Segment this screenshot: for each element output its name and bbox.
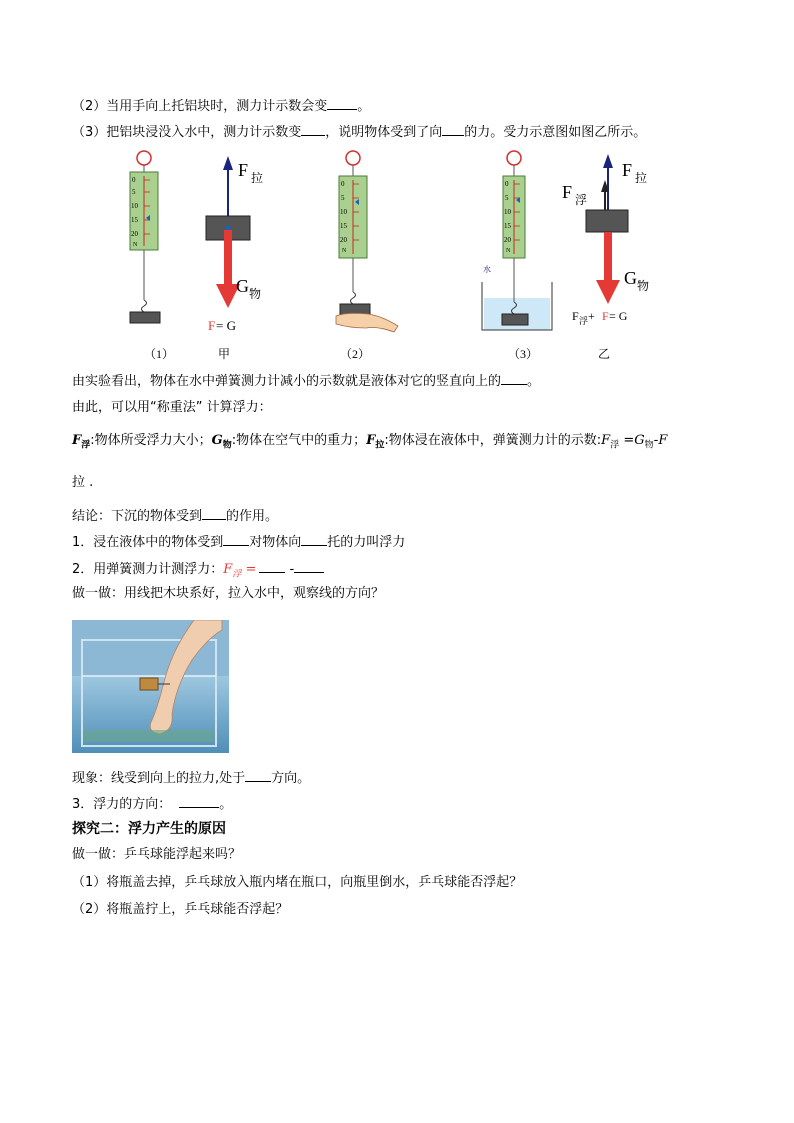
svg-text:F: F bbox=[238, 160, 249, 180]
question-2: （2）当用手向上托铝块时，测力计示数会变 。 bbox=[72, 96, 370, 116]
hand-icon bbox=[336, 313, 398, 332]
tick-label: 15 bbox=[504, 222, 511, 230]
force-diagram-jia bbox=[206, 156, 263, 333]
svg-text:物: 物 bbox=[637, 279, 650, 293]
tick-label: 5 bbox=[132, 188, 136, 196]
item-1: 1．浸在液体中的物体受到 对物体向 托的力叫浮力 bbox=[72, 532, 405, 552]
tick-label: 20 bbox=[340, 236, 347, 244]
spring-scale-1 bbox=[130, 151, 160, 323]
tick-label: 5 bbox=[341, 194, 345, 202]
answer-blank[interactable] bbox=[294, 559, 324, 573]
answer-blank[interactable] bbox=[179, 794, 219, 808]
svg-text:+: + bbox=[588, 309, 595, 323]
try-it-2: 做一做：乒乓球能浮起来吗？ bbox=[72, 847, 242, 862]
figure-label-2: （2） bbox=[340, 347, 371, 361]
item-2: 2．用弹簧测力计测浮力：$F_浮$ = - bbox=[72, 559, 324, 584]
tick-label: 0 bbox=[505, 180, 509, 188]
try-it-1: 做一做：用线把木块系好，拉入水中，观察线的方向？ bbox=[72, 586, 385, 601]
tick-label: 0 bbox=[341, 180, 345, 188]
answer-blank[interactable] bbox=[259, 559, 285, 573]
answer-blank[interactable] bbox=[501, 371, 527, 385]
spring-scale-figure bbox=[110, 148, 670, 368]
answer-blank[interactable] bbox=[442, 122, 464, 136]
figure-label-3: （3） bbox=[508, 347, 539, 361]
svg-text:浮: 浮 bbox=[575, 193, 588, 207]
figure-label-jia: 甲 bbox=[218, 347, 231, 361]
force-diagram-yi bbox=[562, 154, 649, 326]
svg-text:水: 水 bbox=[483, 265, 491, 274]
weighing-method: 由此，可以用“称重法” 计算浮力： bbox=[72, 400, 272, 415]
answer-blank[interactable] bbox=[223, 532, 249, 546]
spring-scale-2 bbox=[336, 151, 398, 332]
tick-label: N bbox=[133, 242, 138, 248]
tick-label: 10 bbox=[340, 208, 347, 216]
tick-label: 10 bbox=[504, 208, 511, 216]
tick-label: N bbox=[342, 248, 347, 254]
conclusion-buoyancy: 由实验看出，物体在水中弹簧测力计减小的示数就是液体对它的竖直向上的 。 bbox=[72, 371, 540, 391]
wood-block-photo bbox=[72, 620, 229, 753]
svg-text:F: F bbox=[208, 318, 216, 333]
step-2: （2）将瓶盖拧上，乒乓球能否浮起？ bbox=[72, 902, 289, 917]
answer-blank[interactable] bbox=[202, 506, 226, 520]
symbol-definitions: $F_浮$:物体所受浮力大小；$G_物$:物体在空气中的重力；$F_拉$:物体浸在液体中，弹簧测力计的示数$:F_浮 =G_物-F$ bbox=[72, 433, 668, 451]
tick-label: 10 bbox=[131, 202, 138, 210]
item-3: 3．浮力的方向： 。 bbox=[72, 794, 232, 814]
tick-label: 0 bbox=[132, 176, 136, 184]
answer-blank[interactable] bbox=[301, 122, 325, 136]
answer-blank[interactable] bbox=[245, 768, 271, 782]
svg-text:浮: 浮 bbox=[579, 316, 589, 326]
section-heading-2: 探究二：浮力产生的原因 bbox=[72, 821, 226, 837]
svg-text:G: G bbox=[236, 276, 249, 296]
question-3: （3）把铝块浸没入水中，测力计示数变 ，说明物体受到了向 的力。受力示意图如图乙所示。 bbox=[72, 122, 646, 142]
tick-label: 5 bbox=[505, 194, 509, 202]
phenomenon: 现象：线受到向上的拉力,处于 方向。 bbox=[72, 768, 310, 788]
tick-label: 15 bbox=[131, 216, 138, 224]
svg-text:F: F bbox=[562, 182, 573, 202]
svg-text:F: F bbox=[572, 309, 579, 323]
wood-block-icon bbox=[140, 678, 158, 690]
figure-label-1: （1） bbox=[144, 347, 175, 361]
tick-label: 20 bbox=[131, 230, 138, 238]
svg-text:G: G bbox=[624, 268, 637, 288]
spring-scale-3 bbox=[482, 151, 552, 330]
svg-text:= G: = G bbox=[216, 318, 236, 333]
tick-label: 15 bbox=[340, 222, 347, 230]
svg-text:拉: 拉 bbox=[251, 171, 264, 185]
svg-text:物: 物 bbox=[249, 287, 262, 301]
svg-text:= G: = G bbox=[609, 309, 628, 323]
svg-text:F: F bbox=[622, 160, 633, 180]
svg-text:拉: 拉 bbox=[635, 171, 648, 185]
svg-text:F: F bbox=[602, 309, 609, 323]
result-line: 结论：下沉的物体受到 的作用。 bbox=[72, 506, 278, 526]
answer-blank[interactable] bbox=[327, 96, 357, 110]
formula-continued: 拉 . bbox=[72, 475, 94, 490]
tick-label: 20 bbox=[504, 236, 511, 244]
tick-label: N bbox=[506, 248, 511, 254]
figure-label-yi: 乙 bbox=[598, 347, 611, 361]
step-1: （1）将瓶盖去掉，乒乓球放入瓶内堵在瓶口，向瓶里倒水，乒乓球能否浮起？ bbox=[72, 875, 523, 890]
answer-blank[interactable] bbox=[301, 532, 327, 546]
